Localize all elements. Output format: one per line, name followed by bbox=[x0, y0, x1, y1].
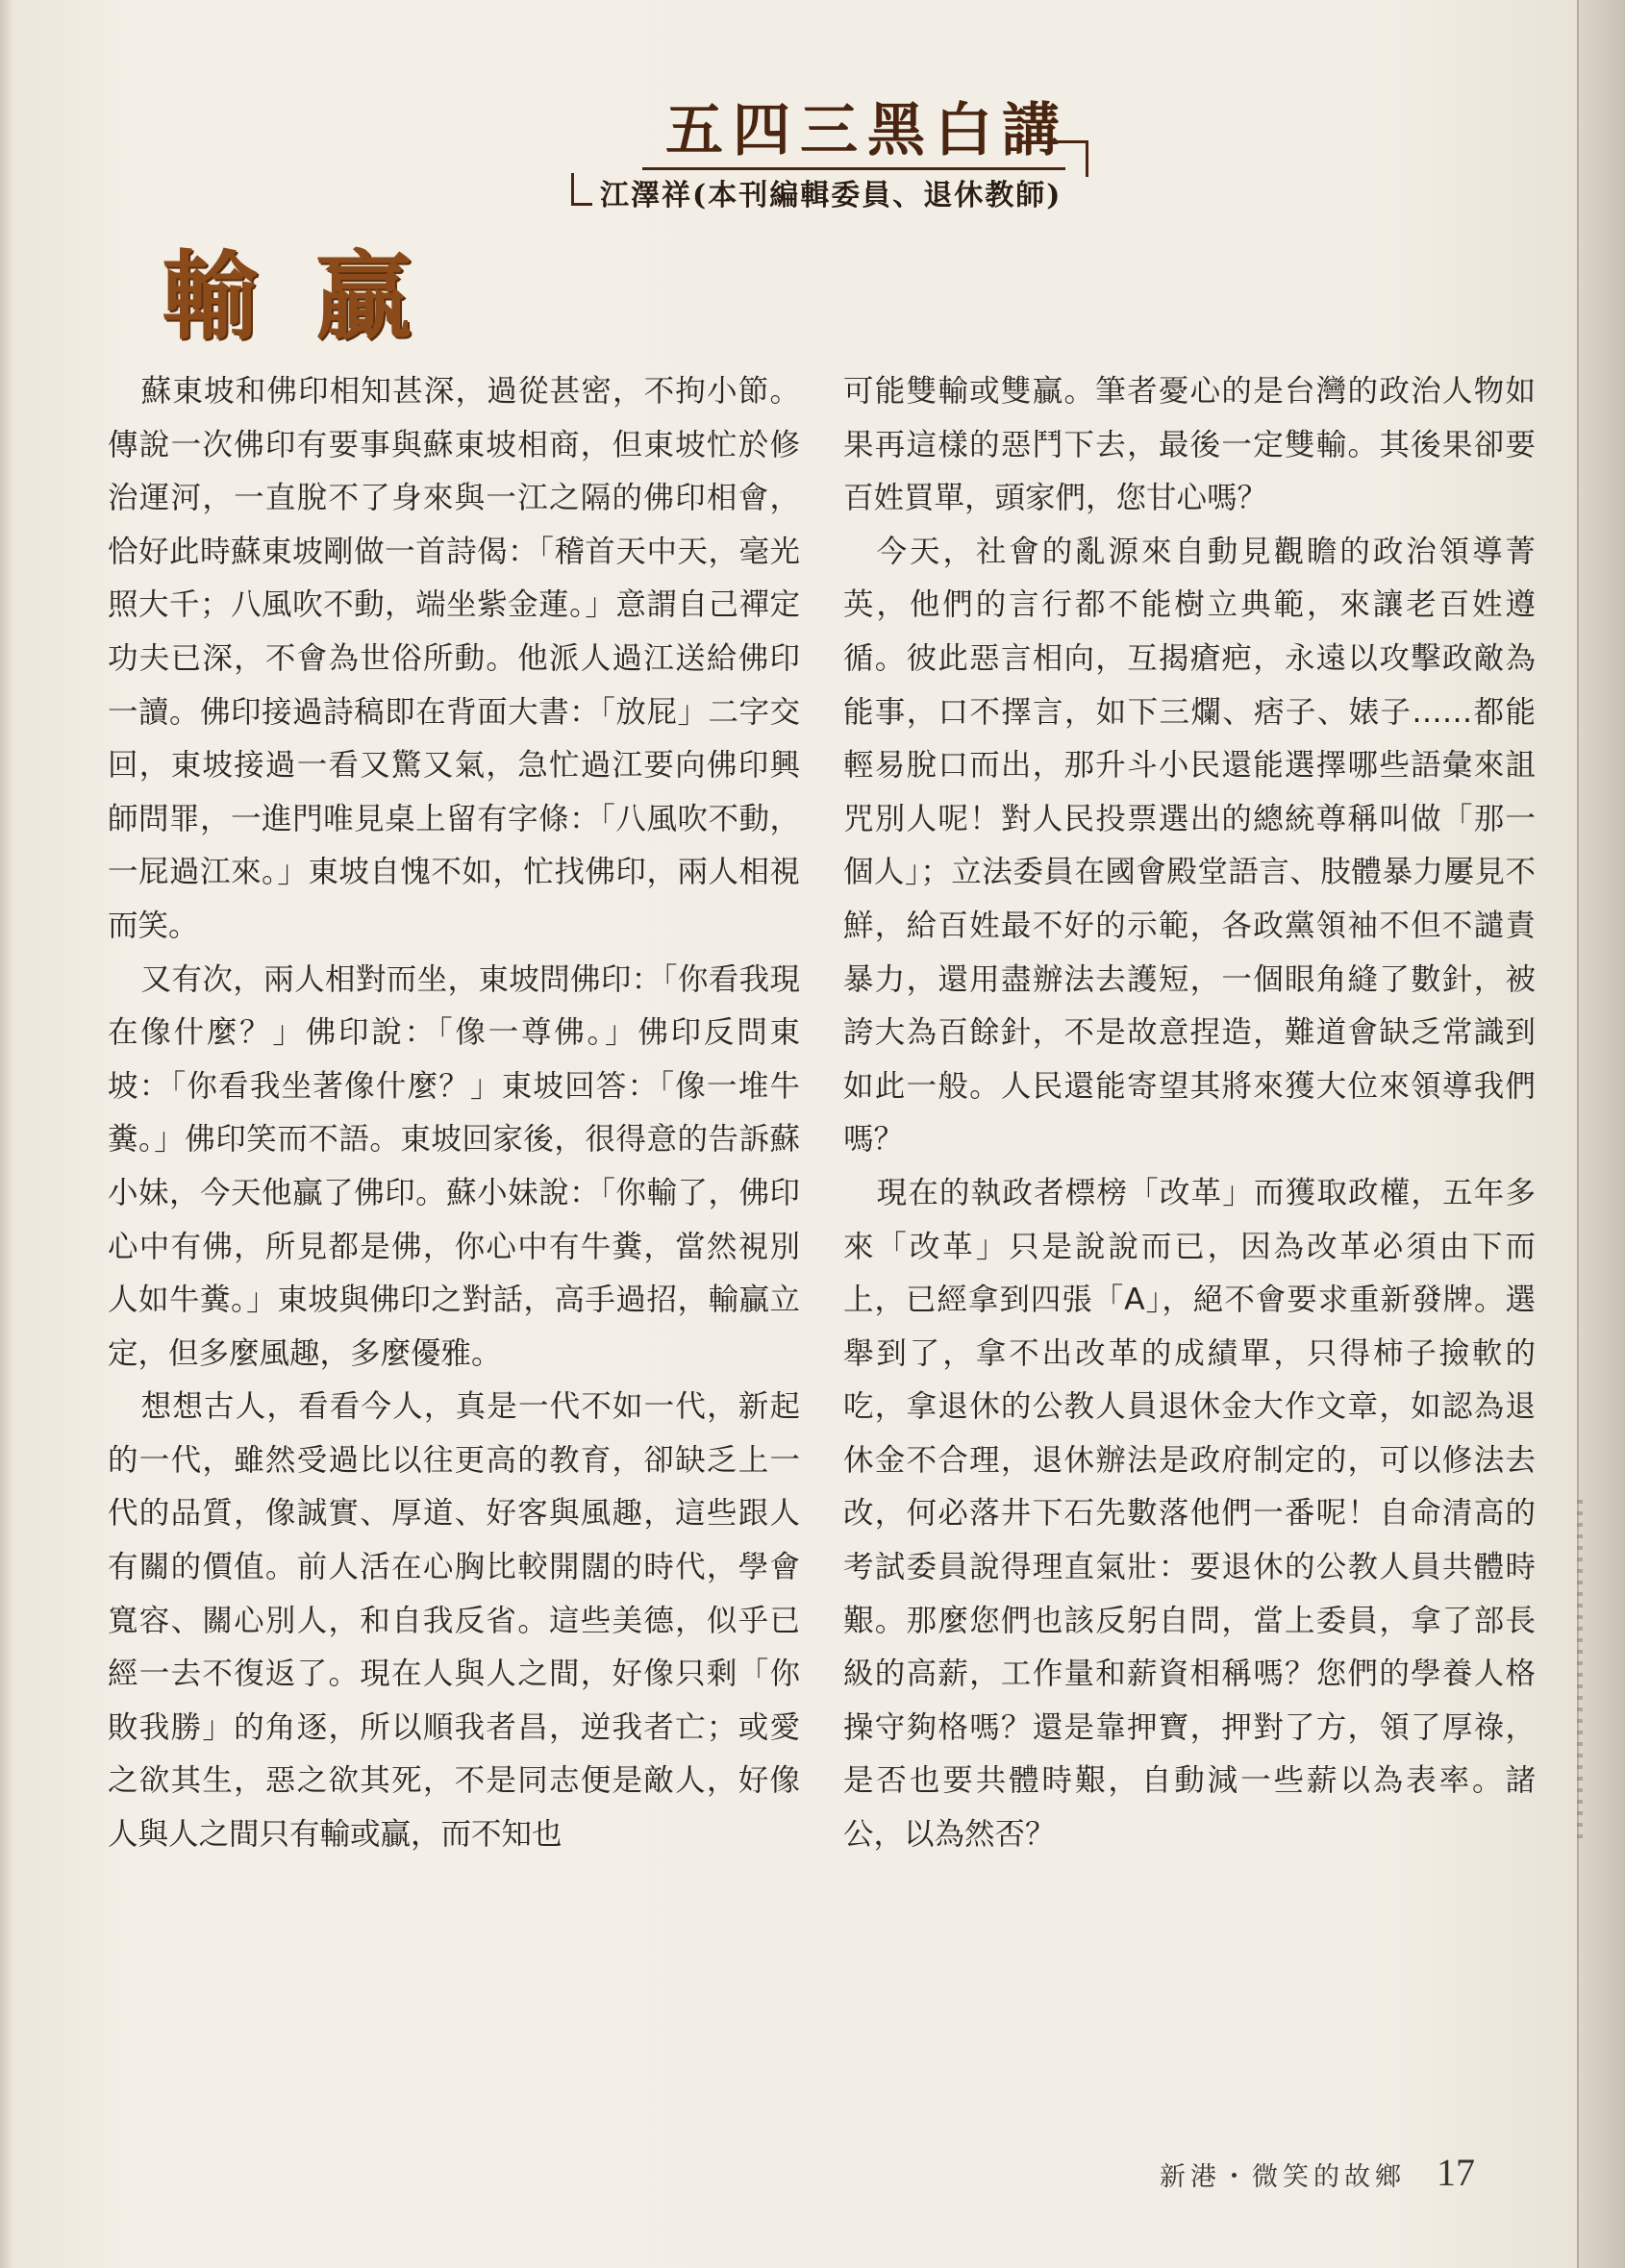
page-number: 17 bbox=[1437, 2151, 1475, 2194]
article-headline: 輸贏 bbox=[162, 239, 469, 353]
publication-name: 新港・微笑的故鄉 bbox=[1160, 2162, 1406, 2192]
page-edge bbox=[1577, 0, 1625, 2268]
byline-bracket-left bbox=[571, 173, 592, 206]
paragraph: 想想古人，看看今人，真是一代不如一代，新起的一代，雖然受過比以往更高的教育，卻缺乏上一代的品質，像誠實、厚道、好客與風趣，這些跟人有關的價值。前人活在心胸比較開闊的時代，學會寬容、關心別人，和自我反省。這些美德，似乎已經一去不復返了。現在人與人之間，好像只剩「你敗我勝」的角逐，所以順我者昌，逆我者亡；或愛之欲其生，惡之欲其死，不是同志便是敵人，好像人與人之間只有輸或贏，而不知也 bbox=[108, 1389, 800, 1853]
right-column bbox=[843, 365, 1536, 1862]
left-column bbox=[108, 365, 800, 1862]
paragraph: 現在的執政者標榜「改革」而獲取政權，五年多來「改革」只是說說而已，因為改革必須由下而上，已經拿到四張「A」，絕不會要求重新發牌。選舉到了，拿不出改革的成績單，只得柿子撿軟的吃，拿退休的公教人員退休金大作文章，如認為退休金不合理，退休辦法是政府制定的，可以修法去改，何必落井下石先數落他們一番呢！自命清高的考試委員說得理直氣壯：要退休的公教人員共體時艱。那麼您們也該反躬自問，當上委員，拿了部長級的高薪，工作量和薪資相稱嗎？您們的學養人格操守夠格嗎？還是靠押寶，押對了方，領了厚祿，是否也要共體時艱，自動減一些薪以為表率。諸公，以為然否？ bbox=[843, 1175, 1536, 1853]
column-title-text: 五四三黑白講 bbox=[665, 97, 1069, 164]
paragraph-continued: 可能雙輸或雙贏。筆者憂心的是台灣的政治人物如果再這樣的惡鬥下去，最後一定雙輸。其後果卻要百姓買單，頭家們，您甘心嗎？ bbox=[843, 374, 1536, 516]
paragraph: 又有次，兩人相對而坐，東坡問佛印：「你看我現在像什麼？」佛印說：「像一尊佛。」佛印反問東坡：「你看我坐著像什麼？」東坡回答：「像一堆牛糞。」佛印笑而不語。東坡回家後，很得意的告訴蘇小妹，今天他贏了佛印。蘇小妹說：「你輸了，佛印心中有佛，所見都是佛，你心中有牛糞，當然視別人如牛糞。」東坡與佛印之對話，高手過招，輸贏立定，但多麼風趣，多麼優雅。 bbox=[108, 961, 800, 1371]
column-title-underline bbox=[642, 167, 1065, 170]
paragraph: 今天，社會的亂源來自動見觀瞻的政治領導菁英，他們的言行都不能樹立典範，來讓老百姓遵循。彼此惡言相向，互揭瘡疤，永遠以攻擊政敵為能事，口不擇言，如下三爛、痞子、婊子……都能輕易脫口而出，那升斗小民還能選擇哪些語彙來詛咒別人呢！對人民投票選出的總統尊稱叫做「那一個人」；立法委員在國會殿堂語言、肢體暴力屢見不鮮，給百姓最不好的示範，各政黨領袖不但不譴責暴力，還用盡辦法去護短，一個眼角縫了數針，被誇大為百餘針，不是故意捏造，難道會缺乏常識到如此一般。人民還能寄望其將來獲大位來領導我們嗎？ bbox=[843, 534, 1536, 1158]
page-gutter-shadow bbox=[0, 0, 13, 2268]
page-footer bbox=[1154, 2150, 1500, 2198]
title-bracket-right bbox=[1058, 140, 1088, 177]
edge-marks bbox=[1577, 1500, 1583, 1846]
paragraph: 蘇東坡和佛印相知甚深，過從甚密，不拘小節。傳說一次佛印有要事與蘇東坡相商，但東坡忙於修治運河，一直脫不了身來與一江之隔的佛印相會，恰好此時蘇東坡剛做一首詩偈：「稽首天中天，毫光照大千；八風吹不動，端坐紫金蓮。」意謂自己禪定功夫已深，不會為世俗所動。他派人過江送給佛印一讀。佛印接過詩稿即在背面大書：「放屁」二字交回，東坡接過一看又驚又氣，急忙過江要向佛印興師問罪，一進門唯見桌上留有字條：「八風吹不動，一屁過江來。」東坡自愧不如，忙找佛印，兩人相視而笑。 bbox=[108, 374, 800, 943]
byline-text: 江澤祥(本刊編輯委員、退休教師) bbox=[600, 179, 1062, 212]
byline bbox=[571, 173, 1090, 223]
column-title bbox=[642, 94, 1092, 175]
